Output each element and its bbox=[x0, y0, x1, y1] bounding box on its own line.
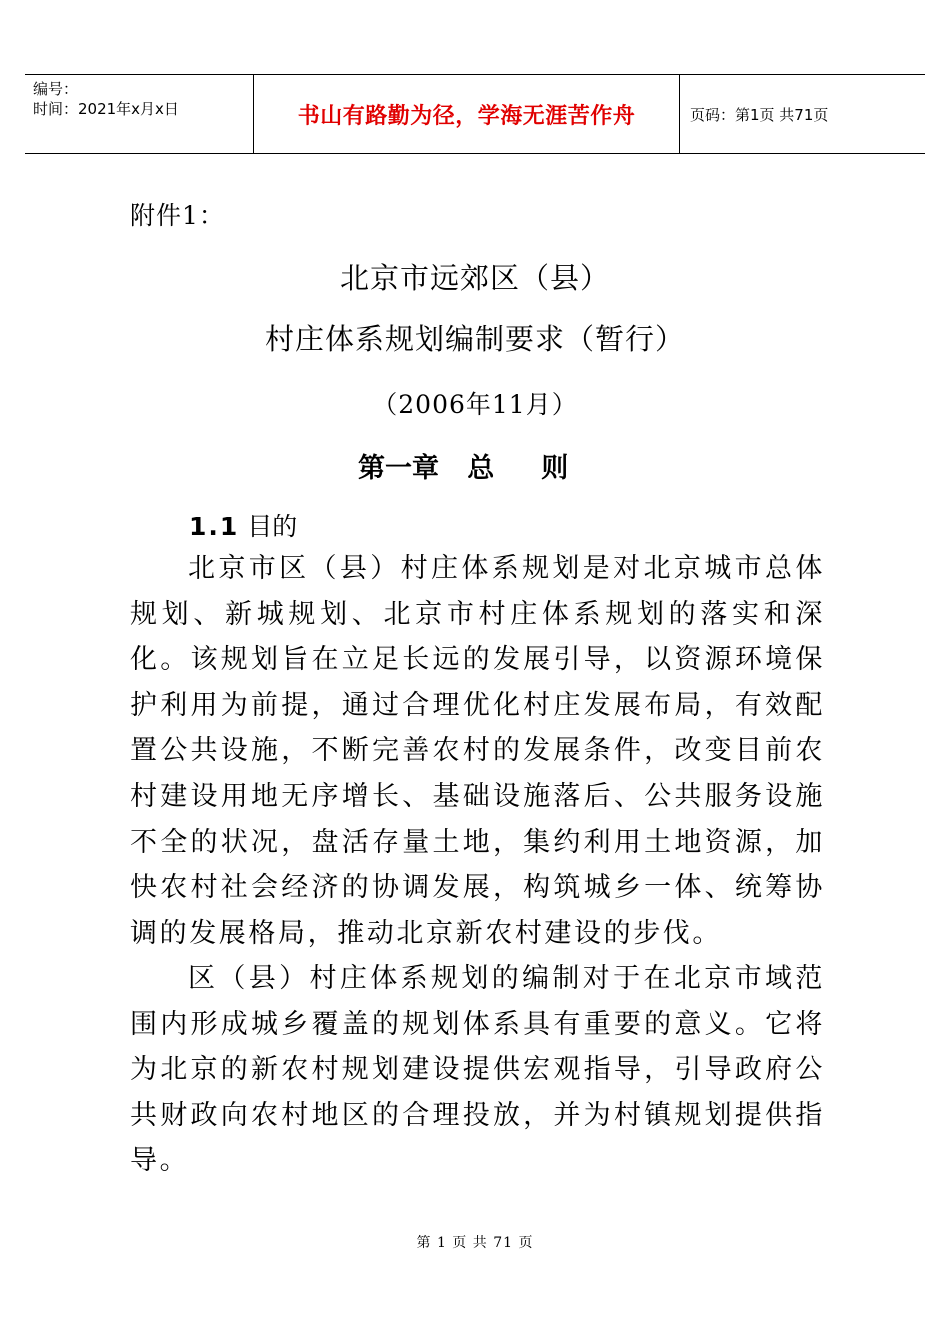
time-label: 时间：2021年x月x日 bbox=[33, 100, 179, 118]
header-page-cell bbox=[680, 75, 925, 153]
section-heading bbox=[189, 507, 297, 543]
document-header bbox=[25, 74, 925, 154]
header-meta-cell bbox=[25, 75, 254, 153]
page-info: 页码：第1页 共71页 bbox=[690, 105, 829, 124]
body-paragraph: 区（县）村庄体系规划的编制对于在北京市域范围内形成城乡覆盖的规划体系具有重要的意义。它将为北京的新农村规划建设提供宏观指导，引导政府公共财政向农村地区的合理投放，并为村镇规划提供指导。 bbox=[130, 963, 825, 1177]
section-title: 目的 bbox=[247, 512, 298, 541]
chapter-heading: 第一章 总 则 bbox=[358, 453, 569, 484]
page-footer: 第 1 页 共 71 页 bbox=[416, 1235, 534, 1251]
header-motto-cell bbox=[254, 75, 680, 153]
motto-text: 书山有路勤为径，学海无涯苦作舟 bbox=[297, 103, 636, 129]
document-title-line-2: 村庄体系规划编制要求（暂行） bbox=[264, 322, 685, 356]
document-date: （2006年11月） bbox=[372, 390, 578, 419]
section-number: 1.1 bbox=[189, 512, 240, 541]
attachment-label: 附件1： bbox=[130, 201, 225, 230]
body-paragraph: 北京市区（县）村庄体系规划是对北京城市总体规划、新城规划、北京市村庄体系规划的落实和深化。该规划旨在立足长远的发展引导，以资源环境保护利用为前提，通过合理优化村庄发展布局，有效配置公共设施，不断完善农村的发展条件，改变目前农村建设用地无序增长、基础设施落后、公共服务设施不全的状况，盘活存量土地，集约利用土地资源，加快农村社会经济的协调发展，构筑城乡一体、统筹协调的发展格局，推动北京新农村建设的步伐。 bbox=[130, 553, 825, 949]
number-label: 编号： bbox=[33, 80, 79, 98]
document-title-line-1: 北京市远郊区（县） bbox=[339, 261, 610, 295]
